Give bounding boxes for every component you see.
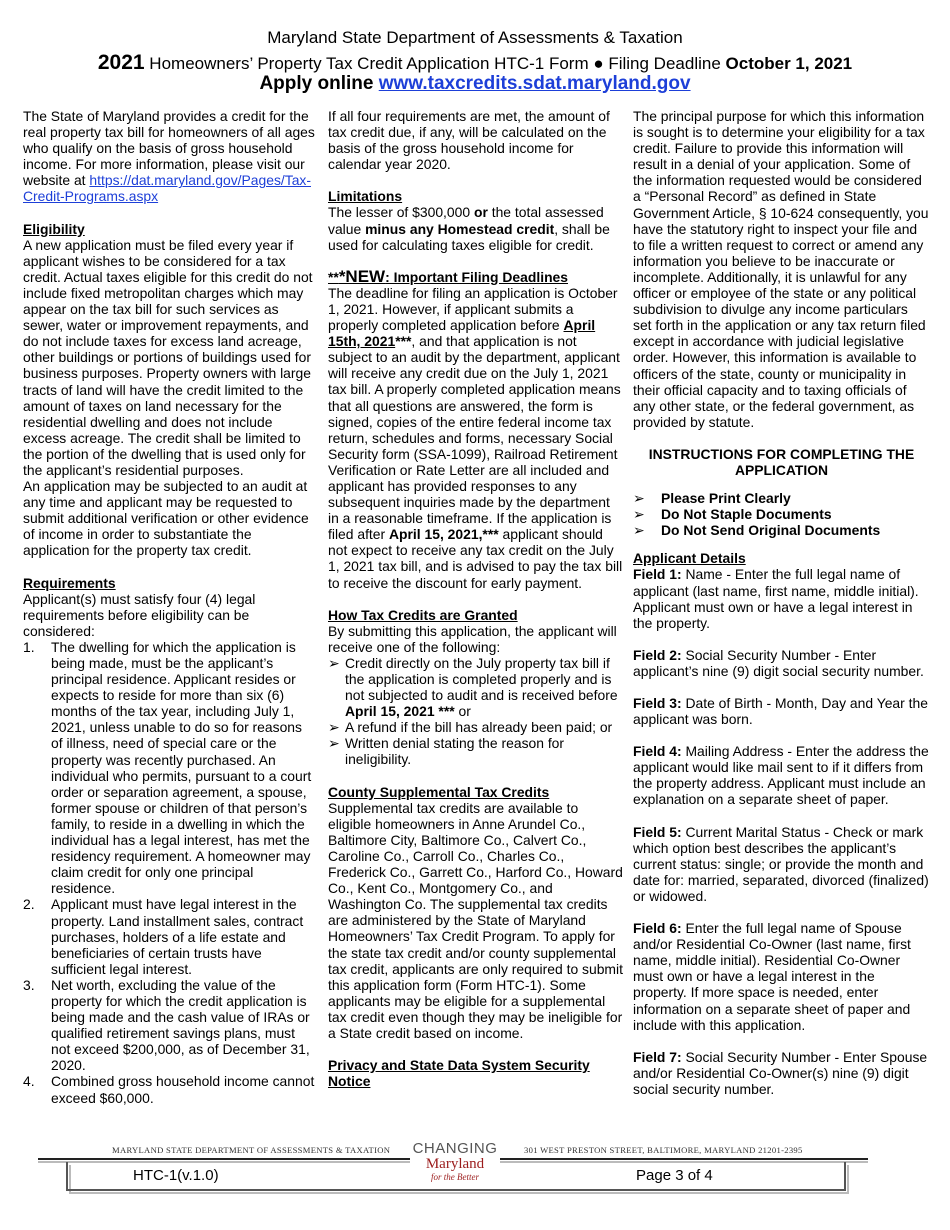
- list-item: [633, 490, 930, 506]
- dead-b: April 15th, 2021: [328, 317, 596, 350]
- field-6-instructions: [633, 920, 930, 1033]
- privacy-heading: Privacy and State Data System Security Notice: [328, 1057, 590, 1090]
- g3: Written denial stating the reason for ineligibility.: [345, 735, 565, 768]
- apply-online-label: Apply online: [259, 73, 379, 94]
- dead-c: ***: [395, 333, 412, 350]
- logo-line-2: Maryland: [425, 1156, 485, 1172]
- list-item: [23, 1073, 316, 1105]
- new-stars: **: [328, 268, 339, 285]
- field-text: Mailing Address - Enter the address the applicant would like mail sent to if it differs from the property address. Applicant must include an explanation on a separate sheet of paper.: [633, 743, 929, 808]
- requirements-heading: Requirements: [23, 574, 116, 591]
- field-text: Current Marital Status - Check or mark which option best describes the applicant’s current status: single; or provide the month and date for: married, separated, divorced (finalized) or widowed.: [633, 823, 929, 904]
- eligibility-paragraph-1: A new application must be filed every year if applicant wishes to be considered for a tax credit. Actual taxes eligible for this credit do not include fixed metropolitan charges which may appear on the tax bill for such services as sewer, water or improvement repayments, and do not include taxes for excess land acreage, other buildings or portions of buildings used for business purposes. Property owners with large tracts of land will have the credit limited to the amount of taxes on land necessary for the residential dwelling and does not include excess acreage. The credit shall be limited to the portion of the dwelling that is used only for the applicant’s residential purposes.: [23, 236, 313, 478]
- list-text: The dwelling for which the application is being made, must be the applicant’s principal residence. Applicant resides or expects to reside for more than six (6) months of the tax year, including July 1, 2021, unless unable to do so for reasons of illness, need of special care or the property was recently purchased. An individual who permits, pursuant to a court order or separation agreement, a spouse, former spouse or children of that person’s family, to reside in a dwelling in which the individual has a legal interest, has met the residency requirement. A homeowner may claim credit for only one principal residence.: [51, 638, 312, 897]
- arrow-bullet-icon: ➢: [633, 522, 645, 539]
- filing-deadline: October 1, 2021: [725, 54, 853, 73]
- field-label: Field 4:: [633, 743, 682, 760]
- form-title: [0, 51, 950, 75]
- footer-agency: MARYLAND STATE DEPARTMENT OF ASSESSMENTS & TAXATION: [112, 1145, 391, 1155]
- lim-text-a: The lesser of $300,000: [328, 204, 474, 221]
- list-number: 1.: [23, 638, 35, 655]
- field-1-instructions: [633, 566, 930, 630]
- bullet-text: Do Not Staple Documents: [661, 506, 832, 523]
- credits-granted-intro: By submitting this application, the applicant will receive one of the following:: [328, 622, 617, 655]
- field-text: Name - Enter the full legal name of applicant (last name, first name, middle initial). Applicant must own or have a legal interest in the property.: [633, 566, 919, 631]
- dead-d: , and that application is not subject to an audit by the department, applicant will receive any credit due on the July 1, 2021 tax bill. A properly completed application means that all questions are answered, the form is signed, copies of the entire federal income tax return, schedules and forms, necessary Social Security form (SSA-1099), Railroad Retirement Verification or Rate Letter are all included and applicant has provided responses to any subsequent inquiries made by the department in a reasonable timeframe. If the application is filed after: [328, 333, 621, 543]
- eligibility-heading: Eligibility: [23, 220, 85, 237]
- deadlines-text: [328, 285, 624, 591]
- list-item: [328, 735, 624, 767]
- requirements-list: [23, 639, 316, 1106]
- dead-a: The deadline for filing an application is October 1, 2021. However, if applicant submits a properly completed application before: [328, 284, 618, 334]
- list-item: [23, 896, 316, 976]
- credits-granted-heading: How Tax Credits are Granted: [328, 606, 518, 623]
- list-number: 3.: [23, 976, 35, 993]
- instructions-bullets: [633, 490, 930, 538]
- list-item: [633, 506, 930, 522]
- list-item: [328, 719, 624, 735]
- field-label: Field 1:: [633, 566, 682, 583]
- calculation-intro: If all four requirements are met, the amount of tax credit due, if any, will be calculated on the basis of the gross household income for calendar year 2020.: [328, 108, 610, 173]
- list-item: [23, 977, 316, 1074]
- list-number: 4.: [23, 1073, 35, 1090]
- eligibility-paragraph-2: An application may be subjected to an audit at any time and applicant may be requested to submit additional verification or other evidence of income in order to substantiate the application for the property tax credit.: [23, 478, 309, 559]
- new-word: *NEW: [338, 266, 386, 286]
- g1c: or: [454, 703, 471, 720]
- field-text: Date of Birth - Month, Day and Year the applicant was born.: [633, 695, 928, 728]
- g1a: Credit directly on the July property tax bill if the application is completed properly and is not subjected to audit and is received before: [345, 654, 618, 704]
- arrow-bullet-icon: ➢: [328, 719, 340, 736]
- field-label: Field 2:: [633, 646, 682, 663]
- privacy-text: The principal purpose for which this information is sought is to determine your eligibility for a tax credit. Failure to provide this information will result in a denial of your application. Some of the information requested would be considered a “Personal Record” as defined in State Government Article, § 10-624 consequently, you have the statutory right to inspect your file and to file a written request to correct or amend any information you believe to be inaccurate or incomplete. Additionally, it is unlawful for any officer or employee of the state or any political subdivision to divulge any income particulars set forth in the application or any tax return filed except in accordance with judicial legislative order. However, this information is available to officers of the state, county or municipality in their official capacity and to taxing officials of any other state, or the federal government, as provided by statute.: [633, 108, 929, 430]
- credits-granted-list: [328, 655, 624, 768]
- tax-credit-programs-link[interactable]: https://dat.maryland.gov/Pages/Tax-Credit-Programs.aspx: [23, 172, 311, 205]
- bullet-text: Please Print Clearly: [661, 490, 791, 507]
- list-text: Applicant must have legal interest in the property. Land installment sales, contract purchases, holders of a life estate and beneficiaries of certain trusts have sufficient legal interest.: [51, 896, 304, 977]
- field-label: Field 7:: [633, 1048, 682, 1065]
- bullet-text: Do Not Send Original Documents: [661, 522, 881, 539]
- footer-page-number: Page 3 of 4: [636, 1167, 713, 1184]
- field-text: Social Security Number - Enter applicant’s nine (9) digit social security number.: [633, 646, 924, 679]
- arrow-bullet-icon: ➢: [328, 654, 340, 671]
- list-text: Combined gross household income cannot exceed $60,000.: [51, 1073, 315, 1106]
- g2: A refund if the bill has already been paid; or: [345, 719, 613, 736]
- logo-line-3: for the Better: [431, 1172, 479, 1182]
- lim-text-e: , shall be used for calculating taxes eligible for credit.: [328, 220, 610, 253]
- arrow-bullet-icon: ➢: [328, 735, 340, 752]
- list-text: Net worth, excluding the value of the property for which the credit application is being made and the cash value of IRAs or qualified retirement savings plans, must not exceed $200,000, as of December 31, 2020.: [51, 976, 310, 1074]
- column-3: [633, 108, 930, 1097]
- logo-line-1: CHANGING: [412, 1140, 498, 1157]
- field-text: Enter the full legal name of Spouse and/or Residential Co-Owner (last name, first name, middle initial). Residential Co-Owner must own or have a legal interest in the property. If more space is needed, enter information on a separate sheet of paper and include with this application.: [633, 920, 911, 1033]
- lim-text-b: or: [473, 204, 488, 221]
- arrow-bullet-icon: ➢: [633, 490, 645, 507]
- field-label: Field 5:: [633, 823, 682, 840]
- footer-address: 301 WEST PRESTON STREET, BALTIMORE, MARYLAND 21201-2395: [524, 1145, 803, 1155]
- g1b: April 15, 2021 ***: [345, 703, 455, 720]
- new-heading-rest: : Important Filing Deadlines: [385, 268, 568, 285]
- field-4-instructions: [633, 743, 930, 807]
- field-label: Field 3:: [633, 695, 682, 711]
- field-3-instructions: [633, 695, 930, 727]
- requirements-intro: Applicant(s) must satisfy four (4) legal requirements before eligibility can be considered:: [23, 590, 256, 639]
- new-deadlines-heading: [328, 266, 624, 286]
- column-1: [23, 108, 316, 1106]
- list-number: 2.: [23, 896, 35, 913]
- county-credits-heading: County Supplemental Tax Credits: [328, 783, 550, 800]
- dead-g: applicant should not expect to receive any tax credit on the July 1, 2021 tax bill, and is advised to pay the tax bill to receive the discount for early payment.: [328, 526, 623, 591]
- apply-online: [0, 73, 950, 95]
- agency-title: Maryland State Department of Assessments & Taxation: [267, 28, 683, 47]
- field-label: Field 6:: [633, 920, 682, 937]
- footer-form-id: HTC-1(v.1.0): [133, 1167, 219, 1184]
- limitations-heading: Limitations: [328, 188, 403, 205]
- field-2-instructions: [633, 647, 930, 679]
- list-item: [328, 655, 624, 719]
- changing-maryland-logo: [410, 1141, 500, 1187]
- dead-f: ,***: [478, 526, 499, 543]
- form-year: 2021: [97, 51, 145, 74]
- county-credits-text: Supplemental tax credits are available to eligible homeowners in Anne Arundel Co., Baltimore City, Baltimore Co., Calvert Co., Caroline Co., Carroll Co., Charles Co., Frederick Co., Garrett Co., Harford Co., Howard Co., Kent Co., Montgomery Co., and Washington Co. The supplemental tax credits are administered by the State of Maryland Homeowners’ Tax Credit Program. To apply for the state tax credit and/or county supplemental tax credit, applicants are only required to submit this application form (Form HTC-1). Some applicants may be eligible for a supplemental tax credit even though they may be ineligible for a State credit based on income.: [328, 799, 623, 1041]
- applicant-details-heading: Applicant Details: [633, 550, 746, 567]
- list-item: [633, 522, 930, 538]
- apply-online-link[interactable]: www.taxcredits.sdat.maryland.gov: [378, 73, 691, 94]
- form-title-text: Homeowners’ Property Tax Credit Application HTC-1 Form ● Filing Deadline: [144, 54, 726, 73]
- list-item: [23, 639, 316, 897]
- lim-text-d: minus any Homestead credit: [365, 220, 555, 237]
- limitations-text: [328, 204, 624, 252]
- lim-text-c: the total assessed value: [328, 204, 604, 237]
- field-text: Social Security Number - Enter Spouse and/or Residential Co-Owner(s) nine (9) digit social security number.: [633, 1048, 928, 1097]
- field-5-instructions: [633, 824, 930, 904]
- arrow-bullet-icon: ➢: [633, 506, 645, 523]
- intro-text: The State of Maryland provides a credit for the real property tax bill for homeowners of all ages who qualify on the basis of gross household income. For more information, please visit our website at: [23, 108, 315, 189]
- instructions-heading: INSTRUCTIONS FOR COMPLETING THE APPLICATION: [648, 445, 915, 478]
- column-2: [328, 108, 624, 1089]
- field-7-instructions: [633, 1049, 930, 1097]
- intro-paragraph: [23, 108, 316, 205]
- dead-e: April 15, 2021: [389, 526, 479, 543]
